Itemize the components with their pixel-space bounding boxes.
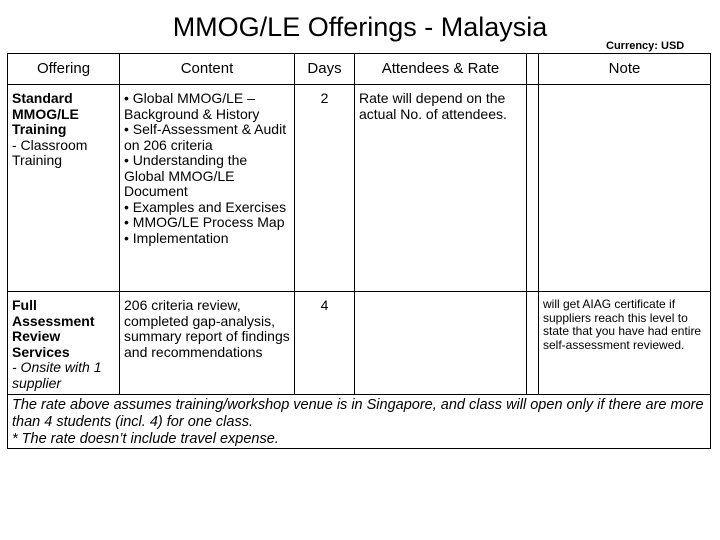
footer-travel-note: * The rate doesn’t include travel expense. xyxy=(12,431,279,447)
header-offering: Offering xyxy=(8,54,120,85)
note-cell xyxy=(539,85,711,292)
note-cell: will get AIAG certificate if suppliers reach this level to state that you have had entire self-assessment reviewed. xyxy=(539,292,711,395)
offerings-table xyxy=(7,53,711,449)
attendees-cell xyxy=(355,292,527,395)
content-item: • Self-Assessment & Audit on 206 criteria xyxy=(124,121,287,153)
offering-cell xyxy=(8,85,120,292)
content-cell: 206 criteria review, completed gap-analysis, summary report of findings and recommendations xyxy=(120,292,295,395)
header-days: Days xyxy=(295,54,355,85)
content-cell xyxy=(120,85,295,292)
currency-label: Currency: USD xyxy=(606,40,685,52)
table-row xyxy=(8,292,711,395)
attendees-cell: Rate will depend on the actual No. of attendees. xyxy=(355,85,527,292)
offering-type: - Onsite with 1 supplier xyxy=(12,359,102,391)
offering-name: Standard MMOG/LE Training xyxy=(12,90,79,137)
extra-cell xyxy=(527,85,539,292)
content-item: • Examples and Exercises xyxy=(124,198,287,215)
footer-note: The rate above assumes training/workshop venue is in Singapore, and class will open only if there are more than 4 students (incl. 4) for one class. xyxy=(12,397,704,430)
footer-cell xyxy=(8,395,711,449)
content-item: • MMOG/LE Process Map xyxy=(124,214,285,230)
header-attendees: Attendees & Rate xyxy=(355,54,527,85)
extra-cell xyxy=(527,292,539,395)
table-header-row xyxy=(8,54,711,85)
days-cell: 4 xyxy=(295,292,355,395)
offering-cell xyxy=(8,292,120,395)
content-item: • Understanding the Global MMOG/LE Document xyxy=(124,152,248,199)
header-content: Content xyxy=(120,54,295,85)
page-title: MMOG/LE Offerings - Malaysia xyxy=(172,12,548,42)
offering-type: - Classroom Training xyxy=(12,136,88,168)
offering-name: Full Assessment Review Services xyxy=(12,297,95,360)
footer-row xyxy=(8,395,711,449)
content-item: • Implementation xyxy=(124,229,229,246)
header-extra xyxy=(527,54,539,85)
content-item: • Global MMOG/LE – Background & History xyxy=(124,90,260,122)
table-row xyxy=(8,85,711,292)
header-note: Note xyxy=(539,54,711,85)
days-cell: 2 xyxy=(295,85,355,292)
